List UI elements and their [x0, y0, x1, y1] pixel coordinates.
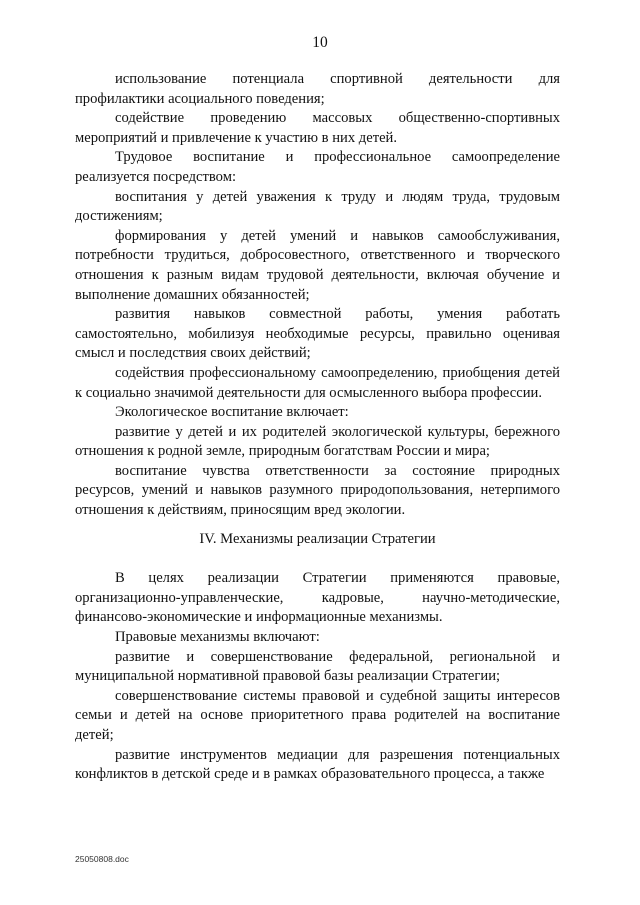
paragraph: развитие у детей и их родителей экологической культуры, бережного отношения к родной земле, природным богатствам России и мира;: [75, 423, 560, 460]
paragraph: формирования у детей умений и навыков самообслуживания, потребности трудиться, добросовестного, ответственного и творческого отношения к разным видам трудовой деятельности, включая обучение и выполнение домашних обязанностей;: [75, 227, 560, 303]
paragraph: В целях реализации Стратегии применяются правовые, организационно-управленческие, кадровые, научно-методические, финансово-экономические и информационные механизмы.: [75, 570, 560, 626]
paragraph: развития навыков совместной работы, умения работать самостоятельно, мобилизуя необходимые ресурсы, правильно оценивая смысл и последствия своих действий;: [75, 306, 560, 362]
paragraph: совершенствование системы правовой и судебной защиты интересов семьи и детей на основе приоритетного права родителей на воспитание детей;: [75, 687, 560, 743]
paragraph: содействие проведению массовых общественно-спортивных мероприятий и привлечение к участию в них детей.: [75, 110, 560, 146]
paragraph: использование потенциала спортивной деятельности для профилактики асоциального поведения;: [75, 71, 560, 107]
body-text: [75, 70, 560, 785]
section-heading: IV. Механизмы реализации Стратегии: [199, 530, 436, 547]
paragraph: воспитания у детей уважения к труду и людям труда, трудовым достижениям;: [75, 188, 560, 225]
paragraph: воспитание чувства ответственности за состояние природных ресурсов, умений и навыков разумного природопользования, нетерпимого отношения к действиям, приносящим вред экологии.: [75, 462, 560, 519]
paragraph: содействия профессиональному самоопределению, приобщения детей к социально значимой деятельности для осмысленного выбора профессии.: [75, 364, 560, 401]
paragraph: Трудовое воспитание и профессиональное самоопределение реализуется посредством:: [75, 149, 560, 185]
paragraph: Экологическое воспитание включает:: [115, 404, 349, 421]
page-number: 10: [312, 34, 328, 51]
paragraph: развитие инструментов медиации для разрешения потенциальных конфликтов в детской среде и в рамках образовательного процесса, а также: [75, 746, 560, 783]
paragraph: Правовые механизмы включают:: [115, 629, 320, 646]
footer-filename: 25050808.doc: [75, 854, 129, 864]
paragraph: развитие и совершенствование федеральной, региональной и муниципальной нормативной правовой базы реализации Стратегии;: [75, 648, 560, 685]
